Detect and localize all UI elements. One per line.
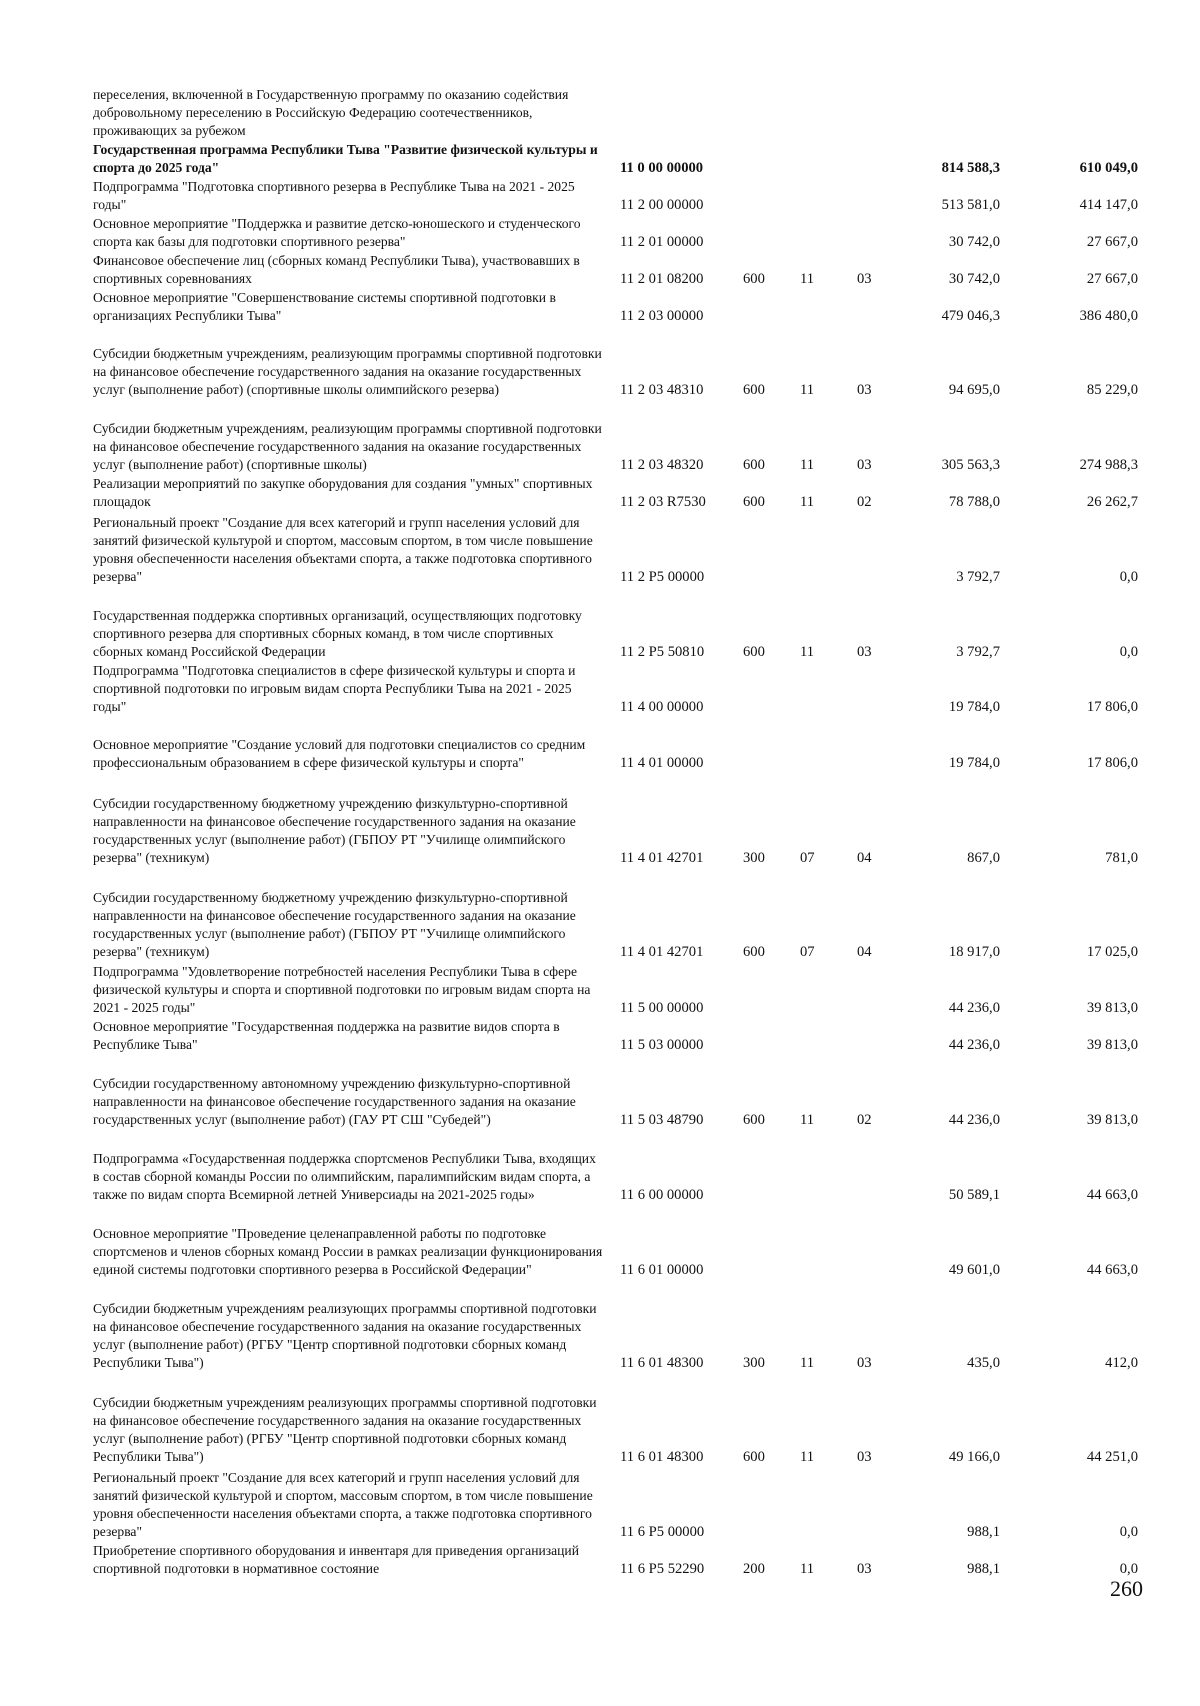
row-expense-type: 600 — [743, 457, 765, 473]
row-subsection: 02 — [857, 494, 872, 510]
row-description: Приобретение спортивного оборудования и инвентаря для приведения организаций спортивной подготовки в нормативное состояние — [93, 1543, 579, 1576]
row-amount-2024: 513 581,0 — [941, 197, 1000, 213]
row-section: 11 — [800, 382, 815, 398]
row-code: 11 4 00 00000 — [620, 699, 704, 715]
row-expense-type: 600 — [743, 494, 765, 510]
row-amount-2024: 19 784,0 — [948, 755, 1000, 771]
row-subsection: 03 — [857, 1449, 872, 1465]
row-section: 11 — [800, 1112, 815, 1128]
row-subsection: 02 — [857, 1112, 872, 1128]
row-amount-2024: 78 788,0 — [948, 494, 1000, 510]
row-amount-2024: 19 784,0 — [948, 699, 1000, 715]
row-amount-2024: 44 236,0 — [948, 1112, 1000, 1128]
row-expense-type: 600 — [743, 271, 765, 287]
row-amount-2025: 27 667,0 — [1086, 271, 1138, 287]
row-description: Финансовое обеспечение лиц (сборных команд Республики Тыва), участвовавших в спортивных соревнованиях — [93, 253, 580, 286]
row-section: 11 — [800, 1355, 815, 1371]
row-description: Подпрограмма "Удовлетворение потребностей населения Республики Тыва в сфере физической культуры и спорта и спортивной подготовки по игровым видам спорта на 2021 - 2025 годы" — [93, 964, 591, 1015]
row-expense-type: 300 — [743, 850, 765, 866]
row-amount-2025: 39 813,0 — [1086, 1037, 1138, 1053]
row-subsection: 04 — [857, 944, 872, 960]
row-code: 11 4 01 42701 — [620, 944, 704, 960]
row-amount-2025: 386 480,0 — [1079, 308, 1138, 324]
row-amount-2024: 3 792,7 — [956, 569, 1000, 585]
row-code: 11 5 03 48790 — [620, 1112, 704, 1128]
row-amount-2024: 3 792,7 — [956, 644, 1000, 660]
row-subsection: 03 — [857, 1355, 872, 1371]
row-code: 11 6 01 48300 — [620, 1355, 704, 1371]
row-amount-2025: 17 806,0 — [1086, 699, 1138, 715]
row-amount-2025: 39 813,0 — [1086, 1000, 1138, 1016]
row-amount-2025: 274 988,3 — [1079, 457, 1138, 473]
row-amount-2025: 17 806,0 — [1086, 755, 1138, 771]
row-code: 11 2 00 00000 — [620, 197, 704, 213]
row-code: 11 2 01 08200 — [620, 271, 704, 287]
row-expense-type: 600 — [743, 1112, 765, 1128]
row-amount-2024: 50 589,1 — [948, 1187, 1000, 1203]
row-expense-type: 600 — [743, 382, 765, 398]
row-description: Государственная поддержка спортивных организаций, осуществляющих подготовку спортивного резерва для спортивных сборных команд, в том числе спортивных сборных команд Российской Федерации — [93, 608, 582, 659]
row-expense-type: 300 — [743, 1355, 765, 1371]
row-expense-type: 200 — [743, 1561, 765, 1577]
row-amount-2025: 0,0 — [1119, 569, 1138, 585]
row-code: 11 5 00 00000 — [620, 1000, 704, 1016]
row-section: 11 — [800, 271, 815, 287]
page-number: 260 — [1110, 1576, 1143, 1601]
row-description: Основное мероприятие "Государственная поддержка на развитие видов спорта в Республике Тыва" — [93, 1019, 560, 1052]
row-code: 11 2 03 48320 — [620, 457, 704, 473]
row-code: 11 6 00 00000 — [620, 1187, 704, 1203]
row-description: Субсидии бюджетным учреждениям, реализующим программы спортивной подготовки на финансовое обеспечение государственного задания на оказание государственных услуг (выполнение работ) (спортивные школы) — [93, 421, 602, 472]
row-amount-2024: 49 601,0 — [948, 1262, 1000, 1278]
row-amount-2024: 18 917,0 — [948, 944, 1000, 960]
row-amount-2024: 435,0 — [967, 1355, 1000, 1371]
row-amount-2024: 44 236,0 — [948, 1000, 1000, 1016]
row-amount-2025: 412,0 — [1105, 1355, 1138, 1371]
row-amount-2025: 17 025,0 — [1086, 944, 1138, 960]
row-subsection: 03 — [857, 1561, 872, 1577]
row-subsection: 03 — [857, 644, 872, 660]
row-expense-type: 600 — [743, 944, 765, 960]
row-description: Основное мероприятие "Поддержка и развитие детско-юношеского и студенческого спорта как базы для подготовки спортивного резерва" — [93, 216, 581, 249]
row-description: Субсидии бюджетным учреждениям реализующих программы спортивной подготовки на финансовое обеспечение государственного задания на оказание государственных услуг (выполнение работ) (РГБУ "Центр спортивной подготовки сборных команд Республики Тыва") — [93, 1395, 597, 1464]
row-amount-2025: 0,0 — [1119, 1561, 1138, 1577]
row-description: Субсидии бюджетным учреждениям реализующих программы спортивной подготовки на финансовое обеспечение государственного задания на оказание государственных услуг (выполнение работ) (РГБУ "Центр спортивной подготовки сборных команд Республики Тыва") — [93, 1301, 597, 1370]
row-subsection: 04 — [857, 850, 872, 866]
row-subsection: 03 — [857, 271, 872, 287]
row-section: 11 — [800, 644, 815, 660]
row-code: 11 2 03 48310 — [620, 382, 704, 398]
row-description: Субсидии бюджетным учреждениям, реализующим программы спортивной подготовки на финансовое обеспечение государственного задания на оказание государственных услуг (выполнение работ) (спортивные школы олимпийского резерва) — [93, 346, 602, 397]
row-amount-2025: 44 663,0 — [1086, 1262, 1138, 1278]
row-amount-2025: 44 251,0 — [1086, 1449, 1138, 1465]
row-amount-2024: 479 046,3 — [941, 308, 1000, 324]
row-subsection: 03 — [857, 457, 872, 473]
row-amount-2024: 44 236,0 — [948, 1037, 1000, 1053]
row-amount-2025: 610 049,0 — [1079, 160, 1138, 176]
row-description: Основное мероприятие "Совершенствование системы спортивной подготовки в организациях Республики Тыва" — [93, 290, 556, 323]
row-section: 11 — [800, 494, 815, 510]
row-expense-type: 600 — [743, 1449, 765, 1465]
row-amount-2025: 27 667,0 — [1086, 234, 1138, 250]
row-code: 11 2 03 00000 — [620, 308, 704, 324]
row-code: 11 6 01 00000 — [620, 1262, 704, 1278]
row-description: Основное мероприятие "Создание условий для подготовки специалистов со средним профессиональным образованием в сфере физической культуры и спорта" — [93, 737, 586, 770]
row-description: Подпрограмма «Государственная поддержка спортсменов Республики Тыва, входящих в состав сборной команды России по олимпийским, паралимпийским видам спорта, а также по видам спорта Всемирной летней Универсиады на 2021-2025 годы» — [93, 1151, 596, 1202]
row-description: Субсидии государственному бюджетному учреждению физкультурно-спортивной направленности на финансовое обеспечение государственного задания на оказание государственных услуг (выполнение работ) (ГБПОУ РТ "Училище олимпийского резерва" (техникум) — [93, 890, 576, 959]
row-code: 11 2 03 R7530 — [620, 494, 706, 510]
row-description: Государственная программа Республики Тыва "Развитие физической культуры и спорта до 2025 года" — [93, 142, 598, 175]
row-description: Региональный проект "Создание для всех категорий и групп населения условий для занятий физической культурой и спортом, массовым спортом, в том числе повышение уровня обеспеченности населения объектами спорта, а также подготовка спортивного резерва" — [93, 1470, 593, 1539]
row-amount-2025: 85 229,0 — [1086, 382, 1138, 398]
row-amount-2024: 988,1 — [967, 1524, 1000, 1540]
row-subsection: 03 — [857, 382, 872, 398]
row-code: 11 4 01 42701 — [620, 850, 704, 866]
row-amount-2024: 867,0 — [967, 850, 1000, 866]
row-description: Субсидии государственному бюджетному учреждению физкультурно-спортивной направленности на финансовое обеспечение государственного задания на оказание государственных услуг (выполнение работ) (ГБПОУ РТ "Училище олимпийского резерва" (техникум) — [93, 796, 576, 865]
row-amount-2025: 44 663,0 — [1086, 1187, 1138, 1203]
row-description: Подпрограмма "Подготовка специалистов в сфере физической культуры и спорта и спортивной подготовки по игровым видам спорта Республики Тыва на 2021 - 2025 годы" — [93, 663, 576, 714]
row-section: 07 — [800, 850, 815, 866]
row-code: 11 6 01 48300 — [620, 1449, 704, 1465]
row-code: 11 2 P5 50810 — [620, 644, 705, 660]
row-code: 11 6 P5 00000 — [620, 1524, 705, 1540]
row-code: 11 2 P5 00000 — [620, 569, 705, 585]
row-code: 11 0 00 00000 — [620, 160, 704, 176]
row-section: 11 — [800, 1449, 815, 1465]
row-section: 07 — [800, 944, 815, 960]
row-amount-2025: 26 262,7 — [1086, 494, 1138, 510]
row-section: 11 — [800, 1561, 815, 1577]
row-code: 11 5 03 00000 — [620, 1037, 704, 1053]
row-description: Региональный проект "Создание для всех категорий и групп населения условий для занятий физической культурой и спортом, массовым спортом, в том числе повышение уровня обеспеченности населения объектами спорта, а также подготовка спортивного резерва" — [93, 515, 593, 584]
row-description: переселения, включенной в Государственную программу по оказанию содействия добровольному переселению в Российскую Федерацию соотечественников, проживающих за рубежом — [93, 87, 569, 138]
row-description: Подпрограмма "Подготовка спортивного резерва в Республике Тыва на 2021 - 2025 годы" — [93, 179, 575, 212]
row-amount-2024: 814 588,3 — [941, 160, 1000, 176]
row-amount-2024: 305 563,3 — [941, 457, 1000, 473]
row-code: 11 6 P5 52290 — [620, 1561, 705, 1577]
row-amount-2024: 30 742,0 — [948, 234, 1000, 250]
row-code: 11 2 01 00000 — [620, 234, 704, 250]
row-description: Основное мероприятие "Проведение целенаправленной работы по подготовке спортсменов и членов сборных команд России в рамках реализации функционирования единой системы подготовки спортивного резерва в Российской Федерации" — [93, 1226, 603, 1277]
row-amount-2024: 49 166,0 — [948, 1449, 1000, 1465]
row-description: Субсидии государственному автономному учреждению физкультурно-спортивной направленности на финансовое обеспечение государственного задания на оказание государственных услуг (выполнение работ) (ГАУ РТ СШ "Субедей") — [93, 1076, 576, 1127]
row-amount-2025: 0,0 — [1119, 1524, 1138, 1540]
row-amount-2024: 988,1 — [967, 1561, 1000, 1577]
row-section: 11 — [800, 457, 815, 473]
row-description: Реализации мероприятий по закупке оборудования для создания "умных" спортивных площадок — [93, 476, 593, 509]
row-amount-2025: 0,0 — [1119, 644, 1138, 660]
row-amount-2024: 30 742,0 — [948, 271, 1000, 287]
row-expense-type: 600 — [743, 644, 765, 660]
row-amount-2025: 781,0 — [1105, 850, 1138, 866]
row-amount-2024: 94 695,0 — [948, 382, 1000, 398]
row-code: 11 4 01 00000 — [620, 755, 704, 771]
row-amount-2025: 414 147,0 — [1079, 197, 1138, 213]
row-amount-2025: 39 813,0 — [1086, 1112, 1138, 1128]
